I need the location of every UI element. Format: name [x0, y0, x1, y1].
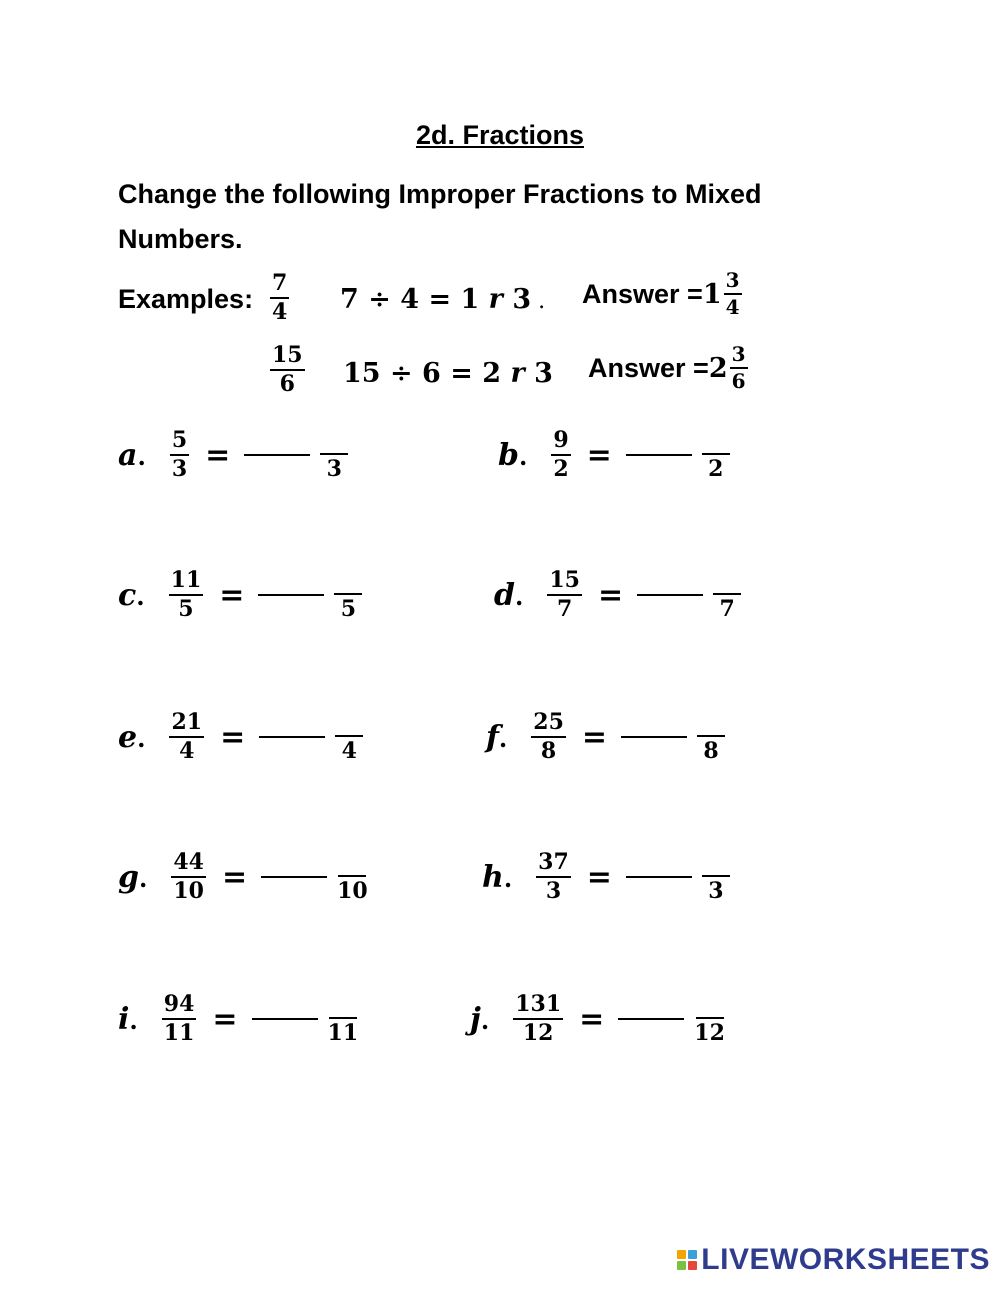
example-1-dividend: 7: [340, 284, 359, 315]
problem-denominator: 2: [553, 456, 569, 482]
equals-sign: =: [219, 577, 245, 613]
problem-dot: .: [514, 581, 524, 611]
equals-sign: =: [597, 577, 624, 613]
example-1-answer-denominator: 4: [725, 295, 740, 319]
problem-a: [118, 410, 348, 500]
problem-letter: g: [118, 859, 139, 895]
whole-number-blank[interactable]: [244, 454, 310, 456]
example-2-divisor: 6: [422, 358, 441, 389]
stub-denominator: 10: [337, 877, 368, 904]
problem-g: [118, 832, 368, 922]
problem-fraction: [169, 566, 204, 622]
logo-square: [677, 1261, 686, 1270]
problem-e: [118, 692, 363, 782]
example-2-dividend: 15: [343, 358, 381, 389]
problem-letter: c: [118, 577, 137, 613]
whole-number-blank[interactable]: [626, 454, 692, 456]
problem-numerator: 9: [553, 426, 569, 453]
problem-dot: .: [503, 863, 513, 893]
example-2-answer-label: Answer =: [588, 352, 709, 383]
whole-number-blank[interactable]: [618, 1018, 684, 1020]
problem-denominator: 3: [545, 878, 562, 904]
problem-numerator: 5: [171, 426, 188, 453]
whole-number-blank[interactable]: [252, 1018, 318, 1020]
whole-number-blank[interactable]: [259, 736, 325, 738]
fraction-stub[interactable]: [337, 875, 368, 902]
equals-sign: =: [586, 437, 612, 473]
equals-sign: =: [579, 1001, 605, 1037]
problem-denominator: 8: [540, 738, 557, 764]
equals-sign: =: [212, 1001, 238, 1037]
example-2-answer-denominator: 6: [731, 369, 746, 393]
whole-number-blank[interactable]: [637, 594, 703, 596]
equals-sign: =: [450, 358, 473, 389]
problem-dot: .: [137, 723, 146, 753]
stub-denominator: 12: [694, 1019, 725, 1046]
logo-square: [677, 1250, 686, 1259]
equals-sign: =: [220, 719, 246, 755]
example-1-division: [340, 284, 545, 315]
example-1-answer-numerator: 3: [725, 268, 740, 292]
problem-fraction: [162, 990, 197, 1046]
problem-letter: h: [482, 859, 504, 895]
fraction-stub[interactable]: [328, 1017, 359, 1044]
problem-j: [470, 974, 725, 1064]
problem-denominator: 5: [178, 596, 194, 622]
problem-d: [494, 550, 741, 640]
equals-sign: =: [581, 719, 608, 755]
problem-letter: e: [118, 719, 138, 755]
example-1-divisor: 4: [400, 284, 420, 315]
stub-denominator: 3: [326, 455, 342, 482]
whole-number-blank[interactable]: [261, 876, 327, 878]
equals-sign: =: [428, 284, 452, 315]
problem-denominator: 7: [557, 596, 573, 622]
example-1-quotient: 1: [460, 284, 480, 315]
problem-fraction: [531, 708, 566, 764]
whole-number-blank[interactable]: [626, 876, 692, 878]
problem-letter: a: [118, 437, 138, 473]
examples-label: Examples:: [118, 284, 254, 314]
problem-numerator: 37: [538, 848, 569, 875]
stub-denominator: 11: [327, 1019, 359, 1046]
problem-numerator: 25: [533, 708, 564, 735]
whole-number-blank[interactable]: [621, 736, 687, 738]
example-2-fraction: [270, 344, 305, 396]
logo-text: LIVEWORKSHEETS: [701, 1243, 990, 1276]
example-2-answer-numerator: 3: [731, 342, 746, 366]
fraction-stub[interactable]: [697, 735, 725, 762]
fraction-stub[interactable]: [702, 875, 730, 902]
problem-fraction: [547, 566, 582, 622]
equals-sign: =: [205, 437, 231, 473]
stub-denominator: 4: [341, 737, 357, 764]
example-1-answer-label: Answer =: [582, 278, 703, 309]
problem-i: [118, 974, 358, 1064]
example-1-fraction: [270, 272, 289, 324]
problem-numerator: 131: [515, 990, 562, 1017]
problem-h: [482, 832, 730, 922]
stub-denominator: 2: [708, 455, 724, 482]
problem-fraction: [551, 426, 570, 482]
divide-sign: ÷: [368, 284, 391, 315]
example-2-denominator: 6: [279, 371, 295, 398]
problem-f: [486, 692, 725, 782]
problem-fraction: [536, 848, 571, 904]
problem-c: [118, 550, 362, 640]
problem-dot: .: [498, 723, 508, 753]
fraction-stub[interactable]: [713, 593, 741, 620]
example-2-answer: [588, 344, 748, 392]
problem-denominator: 3: [171, 456, 188, 482]
stub-denominator: 8: [703, 737, 719, 764]
fraction-stub[interactable]: [320, 453, 348, 480]
problem-numerator: 44: [173, 848, 204, 875]
problem-dot: .: [136, 581, 145, 611]
problem-b: [498, 410, 730, 500]
example-2-numerator: 15: [272, 342, 303, 368]
stub-denominator: 3: [708, 877, 724, 904]
example-2-remainder: 3: [534, 358, 553, 389]
logo-square: [688, 1261, 697, 1270]
example-1-answer: [582, 270, 742, 318]
stub-denominator: 5: [340, 595, 357, 622]
problem-fraction: [169, 708, 204, 764]
example-2-r: r: [510, 358, 525, 389]
problem-fraction: [171, 848, 206, 904]
example-1-tail: .: [531, 289, 546, 314]
problem-letter: d: [494, 577, 515, 613]
instruction-text: Change the following Improper Fractions to Mixed Numbers.: [118, 179, 762, 254]
problem-denominator: 4: [179, 738, 195, 764]
problem-fraction: [170, 426, 189, 482]
problem-denominator: 10: [173, 878, 204, 904]
equals-sign: =: [586, 859, 612, 895]
stub-denominator: 7: [719, 595, 735, 622]
example-2-division: [343, 358, 553, 389]
problem-dot: .: [129, 1005, 138, 1035]
problem-dot: .: [138, 863, 148, 893]
liveworksheets-logo: [677, 1243, 990, 1277]
problem-dot: .: [137, 441, 146, 471]
logo-squares-icon: [677, 1250, 697, 1270]
problem-denominator: 11: [163, 1020, 195, 1046]
fraction-stub[interactable]: [335, 735, 363, 762]
problem-letter: j: [470, 1001, 481, 1037]
example-1-answer-whole: 1: [702, 278, 722, 310]
problem-numerator: 94: [163, 990, 195, 1017]
problem-numerator: 21: [171, 708, 203, 735]
problem-denominator: 12: [522, 1020, 554, 1046]
page-title: 2d. Fractions: [415, 120, 585, 150]
logo-square: [688, 1250, 697, 1259]
problem-letter: f: [486, 719, 499, 755]
problem-letter: i: [118, 1001, 130, 1037]
example-2-quotient: 2: [482, 358, 502, 389]
example-1-remainder: 3: [512, 284, 532, 315]
example-2-answer-whole: 2: [708, 352, 728, 384]
problem-dot: .: [480, 1005, 490, 1035]
equals-sign: =: [221, 859, 248, 895]
divide-sign: ÷: [389, 358, 413, 389]
problem-numerator: 11: [170, 566, 202, 593]
problem-dot: .: [518, 441, 528, 471]
problem-letter: b: [498, 437, 519, 473]
example-1-numerator: 7: [272, 270, 288, 296]
fraction-stub[interactable]: [694, 1017, 725, 1044]
fraction-stub[interactable]: [334, 593, 362, 620]
whole-number-blank[interactable]: [258, 594, 324, 596]
example-1-r: r: [488, 284, 503, 315]
problem-numerator: 15: [549, 566, 580, 593]
problem-fraction: [513, 990, 563, 1046]
fraction-stub[interactable]: [702, 453, 730, 480]
example-1-denominator: 4: [272, 299, 288, 326]
